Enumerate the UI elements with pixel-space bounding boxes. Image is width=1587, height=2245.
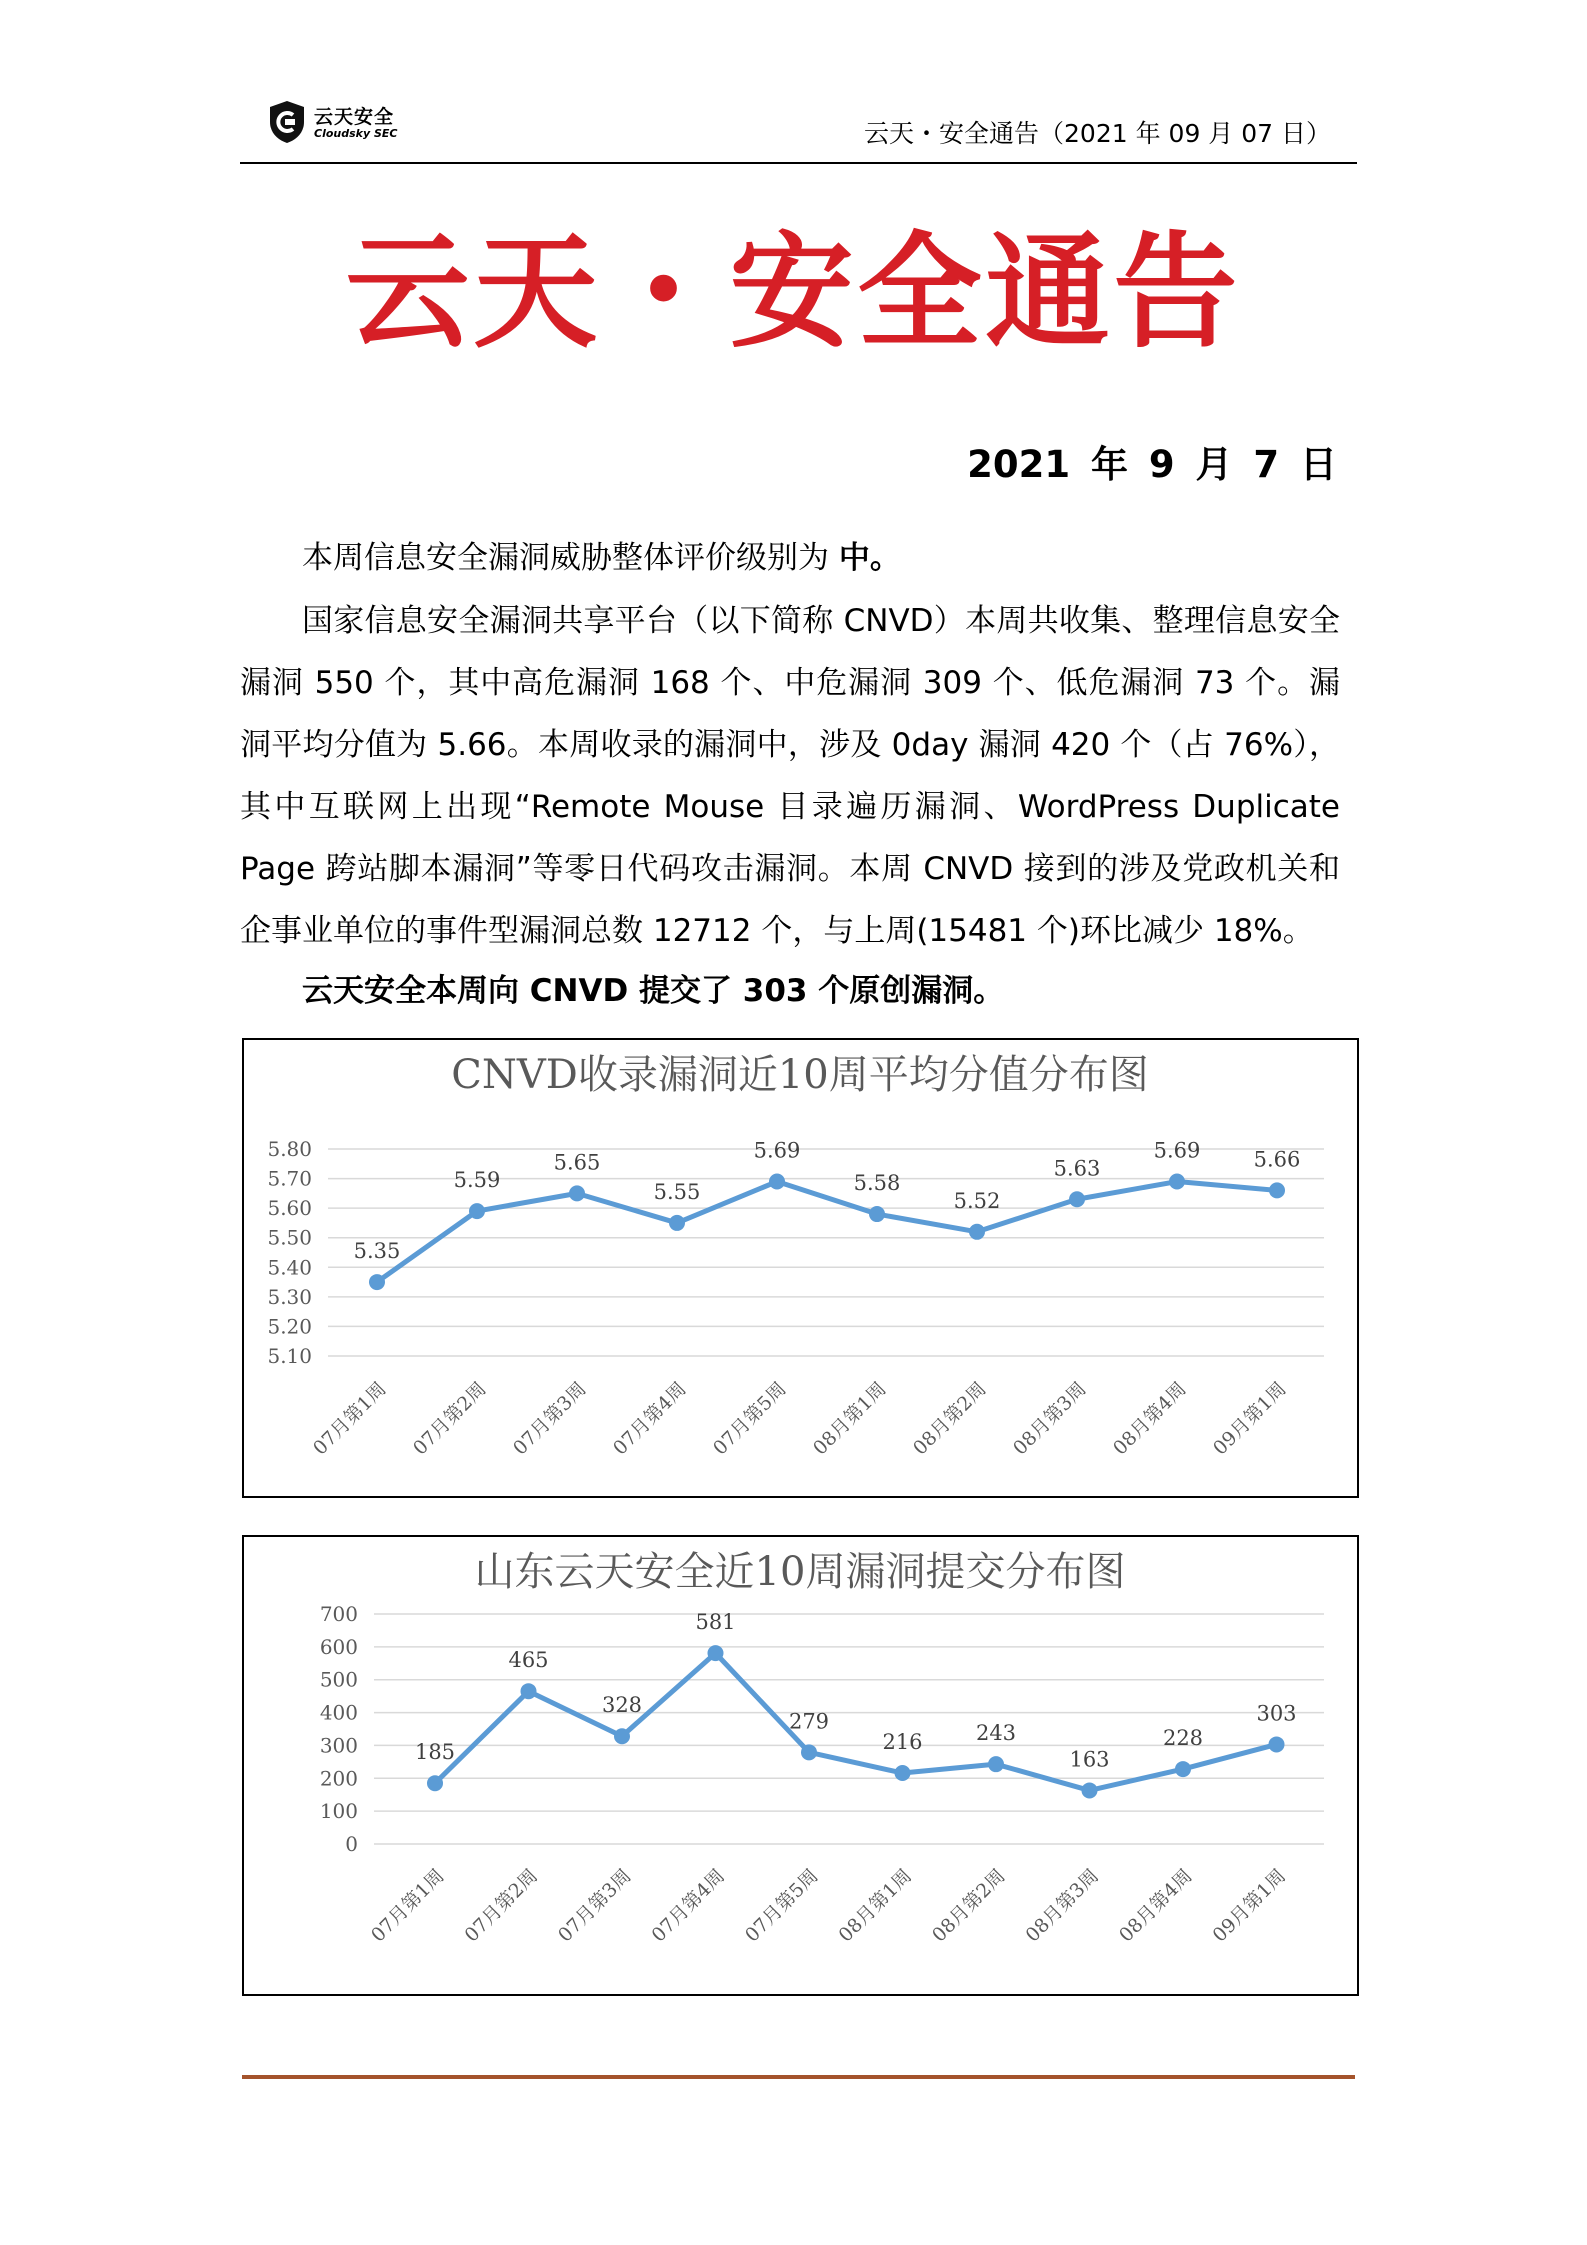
- data-label: 243: [975, 1721, 1017, 1746]
- data-point: [614, 1728, 630, 1744]
- y-tick-label: 5.10: [267, 1344, 312, 1368]
- x-tick-label: 08月第4周: [1109, 1377, 1191, 1460]
- x-tick-label: 07月第4周: [647, 1864, 730, 1947]
- data-label: 5.63: [1053, 1156, 1101, 1181]
- x-tick-label: 08月第2周: [909, 1377, 991, 1460]
- series-line: [435, 1653, 1277, 1790]
- x-tick-label: 07月第5周: [709, 1377, 791, 1460]
- y-tick-label: 5.30: [267, 1284, 312, 1309]
- y-tick-label: 5.40: [267, 1255, 312, 1280]
- data-label: 5.58: [853, 1171, 901, 1196]
- submission-summary-paragraph: 云天安全本周向 CNVD 提交了 303 个原创漏洞。: [302, 973, 1005, 1009]
- data-point: [427, 1775, 443, 1791]
- x-tick-label: 08月第3周: [1021, 1864, 1104, 1947]
- data-point: [521, 1683, 537, 1699]
- data-label: 163: [1069, 1747, 1110, 1772]
- data-label: 5.69: [1153, 1138, 1201, 1163]
- x-tick-label: 07月第2周: [409, 1377, 491, 1460]
- submission-count-chart: [242, 1535, 1359, 1996]
- data-point: [1269, 1182, 1285, 1198]
- header-title: 云天・安全通告（2021 年 09 月 07 日）: [864, 119, 1331, 148]
- y-tick-label: 5.60: [267, 1196, 312, 1221]
- data-label: 5.59: [453, 1168, 501, 1193]
- threat-level-text: 本周信息安全漏洞威胁整体评价级别为: [302, 540, 839, 576]
- x-tick-label: 07月第1周: [309, 1377, 391, 1460]
- x-tick-label: 08月第1周: [809, 1377, 891, 1460]
- data-point: [1175, 1761, 1191, 1777]
- data-point: [669, 1215, 685, 1231]
- bulletin-title: 云天・安全通告: [345, 220, 1242, 365]
- x-tick-label: 08月第1周: [834, 1864, 917, 1947]
- data-point: [1082, 1782, 1098, 1798]
- data-point: [895, 1765, 911, 1781]
- x-tick-label: 07月第2周: [460, 1864, 543, 1947]
- cnvd-summary-paragraph: 国家信息安全漏洞共享平台（以下简称 CNVD）本周共收集、整理信息安全漏洞 550 个，其中高危漏洞 168 个、中危漏洞 309 个、低危漏洞 73 个。漏洞平均分值为 5.66。本周收录的漏洞中，涉及 0day 漏洞 420 个（占 76%），其中互联网上出现“Remote Mouse 目录遍历漏洞、WordPress Duplicate Page 跨站脚本漏洞”等零日代码攻击漏洞。本周 CNVD 接到的涉及党政机关和企事业单位的事件型漏洞总数 12712 个，与上周(15481 个)环比减少 18%。: [240, 603, 1340, 949]
- data-point: [869, 1206, 885, 1222]
- x-tick-label: 08月第2周: [928, 1864, 1010, 1947]
- data-label: 228: [1162, 1726, 1204, 1751]
- y-tick-label: 700: [319, 1602, 358, 1626]
- logo-name-cn: 云天安全: [314, 106, 395, 128]
- company-logo: [268, 100, 468, 150]
- x-tick-label: 08月第4周: [1115, 1864, 1197, 1947]
- threat-level-paragraph: [240, 527, 1340, 589]
- y-tick-label: 600: [319, 1634, 358, 1659]
- data-label: 279: [788, 1709, 830, 1734]
- data-point: [988, 1756, 1004, 1772]
- x-tick-label: 09月第1周: [1209, 1377, 1291, 1460]
- data-label: 5.69: [753, 1138, 801, 1163]
- y-tick-label: 5.20: [267, 1314, 312, 1339]
- y-tick-label: 300: [319, 1733, 358, 1758]
- y-tick-label: 5.80: [267, 1137, 312, 1161]
- data-point: [1069, 1191, 1085, 1207]
- shield-logo-icon: [268, 100, 306, 144]
- data-point: [769, 1174, 785, 1190]
- data-point: [801, 1744, 817, 1760]
- y-tick-label: 500: [319, 1667, 358, 1692]
- data-point: [369, 1274, 385, 1290]
- y-tick-label: 200: [319, 1766, 358, 1791]
- average-score-chart: [242, 1038, 1359, 1498]
- x-tick-label: 07月第1周: [367, 1864, 449, 1947]
- data-point: [469, 1203, 485, 1219]
- logo-name-en: Cloudsky SEC: [314, 127, 398, 140]
- y-tick-label: 100: [319, 1799, 358, 1824]
- data-label: 5.52: [953, 1188, 1001, 1213]
- chart-title: 山东云天安全近10周漏洞提交分布图: [474, 1549, 1126, 1595]
- x-tick-label: 09月第1周: [1208, 1864, 1291, 1947]
- footer-divider: [242, 2075, 1355, 2079]
- submission-count-chart-svg: [244, 1537, 1357, 1994]
- data-point: [708, 1645, 724, 1661]
- data-point: [1169, 1174, 1185, 1190]
- data-point: [1269, 1736, 1285, 1752]
- x-tick-label: 07月第3周: [554, 1864, 636, 1947]
- y-tick-label: 5.70: [267, 1166, 312, 1191]
- threat-level-value: 中: [838, 540, 870, 576]
- data-label: 5.66: [1253, 1147, 1301, 1172]
- page-header: [240, 92, 1357, 164]
- bulletin-date: 2021 年 9 月 7 日: [967, 443, 1337, 486]
- average-score-chart-svg: [244, 1040, 1357, 1496]
- data-point: [969, 1224, 985, 1240]
- data-label: 216: [882, 1730, 923, 1755]
- data-point: [569, 1185, 585, 1201]
- x-tick-label: 07月第3周: [509, 1377, 591, 1460]
- data-label: 465: [508, 1648, 549, 1673]
- data-label: 581: [695, 1610, 736, 1635]
- chart-title: CNVD收录漏洞近10周平均分值分布图: [451, 1052, 1149, 1098]
- y-tick-label: 400: [319, 1700, 358, 1725]
- data-label: 328: [601, 1693, 643, 1718]
- data-label: 5.35: [353, 1239, 401, 1264]
- data-label: 5.55: [653, 1179, 701, 1204]
- data-label: 303: [1256, 1701, 1297, 1726]
- data-label: 185: [414, 1740, 456, 1765]
- threat-level-period: 。: [869, 540, 901, 576]
- y-tick-label: 5.50: [267, 1225, 312, 1250]
- x-tick-label: 07月第5周: [741, 1864, 823, 1947]
- x-tick-label: 08月第3周: [1009, 1377, 1091, 1460]
- x-tick-label: 07月第4周: [609, 1377, 691, 1460]
- y-tick-label: 0: [345, 1832, 358, 1856]
- data-label: 5.65: [553, 1150, 601, 1175]
